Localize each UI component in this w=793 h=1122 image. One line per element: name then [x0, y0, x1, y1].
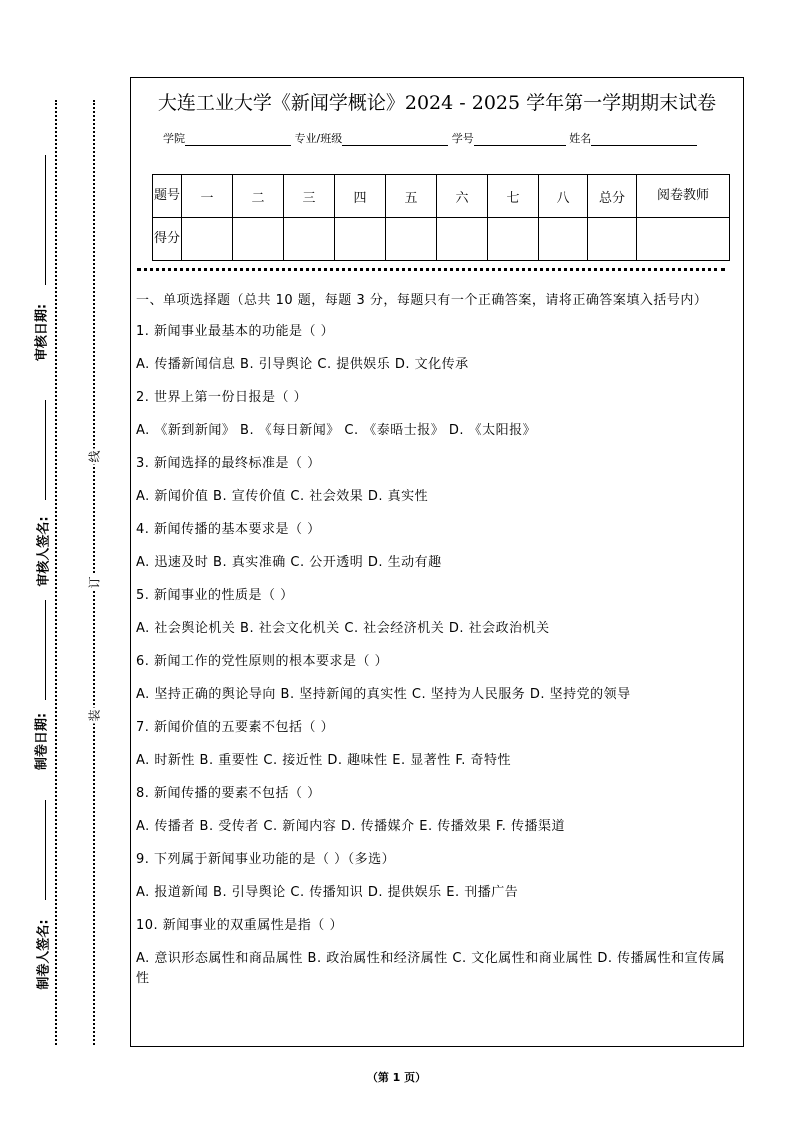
question-2-options: A. 《新到新闻》 B. 《每日新闻》 C. 《泰晤士报》 D. 《太阳报》 — [136, 423, 537, 438]
score-table — [152, 174, 730, 261]
score-cell-grader[interactable] — [637, 218, 730, 261]
section-separator — [137, 268, 725, 271]
score-table-header-row — [153, 175, 730, 218]
question-9-options: A. 报道新闻 B. 引导舆论 C. 传播知识 D. 提供娱乐 E. 刊播广告 — [136, 885, 519, 900]
score-cell-4[interactable] — [335, 218, 386, 261]
col-5: 五 — [386, 175, 437, 218]
question-3-options: A. 新闻价值 B. 宣传价值 C. 社会效果 D. 真实性 — [136, 489, 429, 504]
section-1-heading: 一、单项选择题（总共 10 题，每题 3 分，每题只有一个正确答案，请将正确答案填入括号内） — [136, 293, 708, 308]
question-4-options: A. 迅速及时 B. 真实准确 C. 公开透明 D. 生动有趣 — [136, 555, 442, 570]
score-table-score-row — [153, 218, 730, 261]
question-6: 6. 新闻工作的党性原则的根本要求是（ ） — [136, 654, 389, 669]
col-8: 八 — [539, 175, 588, 218]
exam-paper — [130, 77, 744, 1047]
name-label: 姓名 — [569, 132, 592, 145]
maker-date-label: 制卷日期: — [34, 712, 50, 771]
col-4: 四 — [335, 175, 386, 218]
col-6: 六 — [437, 175, 488, 218]
reviewer-date-label: 审核日期: — [34, 303, 50, 362]
question-9: 9. 下列属于新闻事业功能的是（ ）（多选） — [136, 852, 396, 867]
binding-dotted-line-inner — [93, 100, 95, 1045]
score-row-header: 得分 — [153, 218, 182, 261]
question-3: 3. 新闻选择的最终标准是（ ） — [136, 456, 321, 471]
score-cell-total[interactable] — [588, 218, 637, 261]
question-6-options: A. 坚持正确的舆论导向 B. 坚持新闻的真实性 C. 坚持为人民服务 D. 坚持党的领导 — [136, 687, 631, 702]
question-2: 2. 世界上第一份日报是（ ） — [136, 390, 308, 405]
score-cell-8[interactable] — [539, 218, 588, 261]
student-id-field[interactable] — [474, 133, 566, 146]
col-2: 二 — [233, 175, 284, 218]
cut-mark-staple: 订 — [87, 576, 102, 589]
college-field[interactable] — [185, 133, 291, 146]
binding-dotted-line-outer — [55, 100, 57, 1045]
student-id-label: 学号 — [451, 132, 474, 145]
reviewer-signature-line — [45, 400, 46, 500]
question-number-header: 题号 — [153, 175, 182, 218]
question-7-options: A. 时新性 B. 重要性 C. 接近性 D. 趣味性 E. 显著性 F. 奇特性 — [136, 753, 512, 768]
question-5-options: A. 社会舆论机关 B. 社会文化机关 C. 社会经济机关 D. 社会政治机关 — [136, 621, 550, 636]
student-info-row — [163, 130, 697, 146]
question-7: 7. 新闻价值的五要素不包括（ ） — [136, 720, 335, 735]
score-cell-1[interactable] — [182, 218, 233, 261]
question-1: 1. 新闻事业最基本的功能是（ ） — [136, 324, 335, 339]
maker-signature-label: 制卷人签名: — [36, 919, 52, 990]
col-1: 一 — [182, 175, 233, 218]
exam-title: 大连工业大学《新闻学概论》2024 - 2025 学年第一学期期末试卷 — [157, 92, 717, 114]
score-cell-5[interactable] — [386, 218, 437, 261]
reviewer-signature-label: 审核人签名: — [36, 516, 52, 587]
col-3: 三 — [284, 175, 335, 218]
score-cell-2[interactable] — [233, 218, 284, 261]
college-label: 学院 — [163, 132, 185, 145]
question-10-options: A. 意识形态属性和商品属性 B. 政治属性和经济属性 C. 文化属性和商业属性 D. 传播属性和宣传属性 — [136, 951, 726, 986]
score-cell-3[interactable] — [284, 218, 335, 261]
question-4: 4. 新闻传播的基本要求是（ ） — [136, 522, 321, 537]
cut-mark-bind: 装 — [87, 709, 102, 722]
section-1 — [136, 291, 738, 1002]
question-5: 5. 新闻事业的性质是（ ） — [136, 588, 294, 603]
maker-signature-line — [45, 800, 46, 900]
score-cell-6[interactable] — [437, 218, 488, 261]
col-total: 总分 — [588, 175, 637, 218]
maker-date-line — [45, 600, 46, 700]
col-7: 七 — [488, 175, 539, 218]
page-number: （第 1 页） — [366, 1071, 427, 1084]
name-field[interactable] — [591, 133, 697, 146]
major-class-label: 专业/班级 — [294, 132, 343, 145]
question-8-options: A. 传播者 B. 受传者 C. 新闻内容 D. 传播媒介 E. 传播效果 F. 传播渠道 — [136, 819, 566, 834]
question-1-options: A. 传播新闻信息 B. 引导舆论 C. 提供娱乐 D. 文化传承 — [136, 357, 469, 372]
question-8: 8. 新闻传播的要素不包括（ ） — [136, 786, 321, 801]
major-class-field[interactable] — [342, 133, 448, 146]
score-cell-7[interactable] — [488, 218, 539, 261]
col-grader: 阅卷教师 — [637, 175, 730, 218]
cut-mark-line: 线 — [87, 450, 102, 463]
question-10: 10. 新闻事业的双重属性是指（ ） — [136, 918, 343, 933]
reviewer-date-line — [45, 155, 46, 285]
